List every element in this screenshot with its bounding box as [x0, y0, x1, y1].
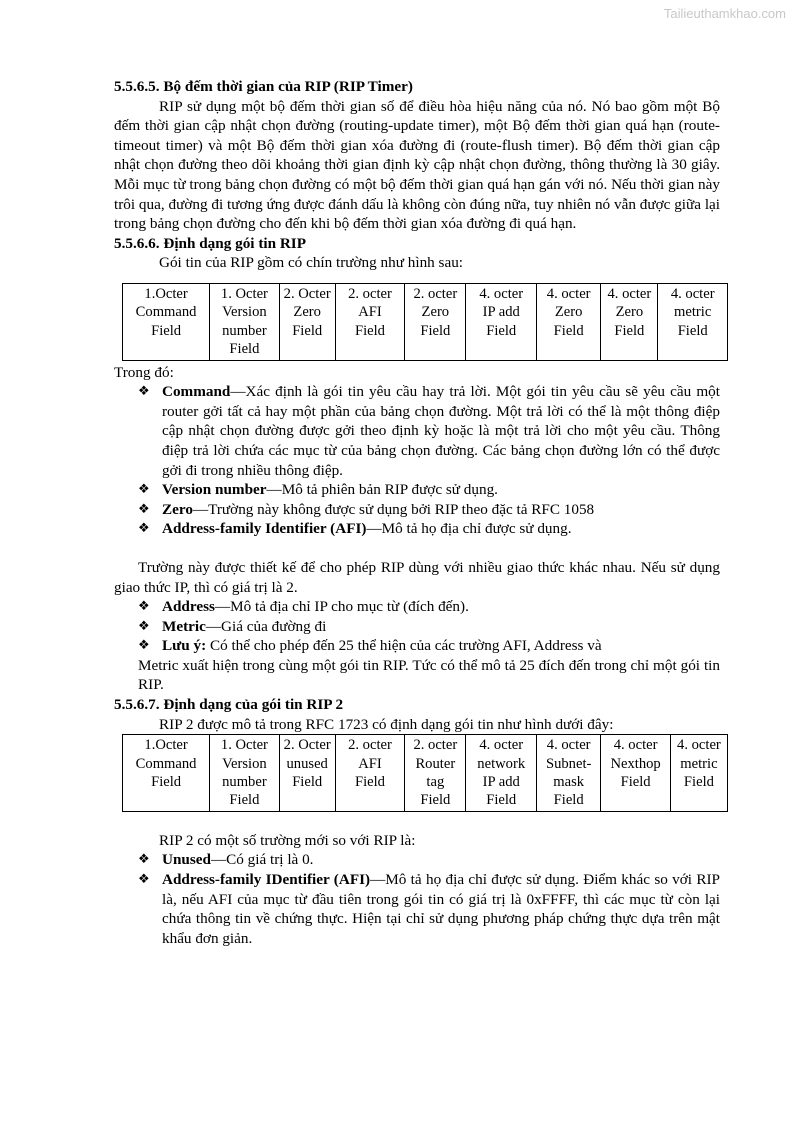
- rip2-field-cell: 2. octer Router tag Field: [405, 735, 466, 812]
- rip-packet-row: [123, 283, 728, 360]
- bullet-text: —Giá của đường đi: [205, 617, 327, 635]
- bullet-term: Address-family Identifier (AFI): [162, 520, 367, 538]
- watermark: Tailieuthamkhao.com: [663, 6, 786, 21]
- rip2-table-intro: RIP 2 được mô tả trong RFC 1723 có định dạng gói tin như hình dưới đây:: [159, 715, 614, 733]
- list-item: [114, 480, 720, 500]
- where-label: Trong đó:: [114, 363, 174, 381]
- rip-table-intro: Gói tin của RIP gồm có chín trường như hình sau:: [159, 254, 464, 272]
- diamond-bullet-icon: ❖: [138, 599, 150, 615]
- rip-field-cell: 1. Octer Version number Field: [210, 283, 280, 360]
- rip-field-list-2: [114, 597, 720, 656]
- list-item: [114, 870, 720, 948]
- diamond-bullet-icon: ❖: [138, 501, 150, 517]
- rip2-field-cell: 1.Octer Command Field: [123, 735, 210, 812]
- rip2-field-cell: 2. Octer unused Field: [279, 735, 335, 812]
- bullet-term: Unused: [162, 851, 211, 869]
- note-term: Lưu ý:: [162, 637, 207, 655]
- rip2-field-cell: 4. octer metric Field: [670, 735, 727, 812]
- list-item: [114, 382, 720, 480]
- rip2-field-list: [114, 850, 720, 948]
- list-item: [114, 636, 720, 656]
- list-item: [114, 850, 720, 870]
- diamond-bullet-icon: ❖: [138, 521, 150, 537]
- rip-field-cell: 4. octer Zero Field: [601, 283, 658, 360]
- heading-rip2-format: 5.5.6.7. Định dạng của gói tin RIP 2: [114, 696, 344, 714]
- rip-field-cell: 1.Octer Command Field: [123, 283, 210, 360]
- note-text: Có thể cho phép đến 25 thể hiện của các trường AFI, Address và: [209, 637, 602, 655]
- bullet-text: —Mô tả họ địa chỉ được sử dụng. Điểm khác so với RIP là, nếu AFI của mục từ đầu tiên trong gói tin có giá trị là 0xFFFF, thì các mục từ còn lại chứa thông tin về chứng thực. Hiện tại chỉ sử dụng phương pháp chứng thực dựa trên mật khẩu đơn giản.: [162, 871, 720, 947]
- paragraph-rip-timer: RIP sử dụng một bộ đếm thời gian số để điều hòa hiệu năng của nó. Nó bao gồm một Bộ đếm thời gian cập nhật chọn đường (routing-update timer), một Bộ đếm thời gian quá hạn (route-timeout timer) và một Bộ đếm thời gian xóa đường đi (route-flush timer). Bộ đếm thời gian cập nhật chọn đường theo dõi khoảng thời gian định kỳ cập nhật chọn đường, thông thường là 30 giây. Mỗi mục từ trong bảng chọn đường có một bộ đếm thời gian quá hạn gán với nó. Nếu thời gian này trôi qua, đường đi tương ứng được đánh dấu là không còn đúng nữa, tuy nhiên nó vẫn được giữa lại trong bảng chọn đường cho đến khi bộ đếm thời gian xóa đường đi quá hạn.: [114, 97, 720, 233]
- diamond-bullet-icon: ❖: [138, 872, 150, 888]
- rip-field-cell: 2. octer Zero Field: [405, 283, 466, 360]
- rip2-packet-table: [122, 734, 728, 812]
- rip2-field-cell: 4. octer Subnet- mask Field: [537, 735, 601, 812]
- rip-packet-table: [122, 283, 728, 361]
- rip2-field-cell: 4. octer network IP add Field: [466, 735, 537, 812]
- rip-field-cell: 2. octer AFI Field: [335, 283, 405, 360]
- rip2-packet-row: [123, 735, 728, 812]
- diamond-bullet-icon: ❖: [138, 852, 150, 868]
- diamond-bullet-icon: ❖: [138, 482, 150, 498]
- bullet-term: Command: [162, 383, 231, 401]
- bullet-text: —Mô tả phiên bản RIP được sử dụng.: [266, 481, 498, 499]
- bullet-text: —Có giá trị là 0.: [210, 851, 314, 869]
- diamond-bullet-icon: ❖: [138, 384, 150, 400]
- rip-field-list: [114, 382, 720, 539]
- heading-rip-timer: 5.5.6.5. Bộ đếm thời gian của RIP (RIP Timer): [114, 78, 413, 95]
- bullet-text: —Mô tả họ địa chỉ được sử dụng.: [366, 520, 572, 538]
- bullet-term: Address: [162, 598, 215, 616]
- bullet-term: Address-family IDentifier (AFI): [162, 871, 371, 889]
- bullet-term: Version number: [162, 481, 267, 499]
- bullet-text: —Trường này không được sử dụng bởi RIP theo đặc tả RFC 1058: [192, 500, 595, 518]
- rip2-field-cell: 1. Octer Version number Field: [210, 735, 280, 812]
- bullet-term: Metric: [162, 617, 206, 635]
- rip-field-cell: 4. octer Zero Field: [537, 283, 601, 360]
- diamond-bullet-icon: ❖: [138, 618, 150, 634]
- heading-rip-format: 5.5.6.6. Định dạng gói tin RIP: [114, 234, 306, 252]
- note-continuation: Metric xuất hiện trong cùng một gói tin RIP. Tức có thể mô tả 25 đích đến trong chỉ một gói tin RIP.: [138, 656, 720, 694]
- diamond-bullet-icon: ❖: [138, 638, 150, 654]
- bullet-term: Zero: [162, 500, 193, 518]
- bullet-text: —Mô tả địa chỉ IP cho mục từ (đích đến).: [214, 598, 469, 616]
- bullet-text: —Xác định là gói tin yêu cầu hay trả lời. Một gói tin yêu cầu sẽ yêu cầu một router gởi tất cả hay một phần của bảng chọn đường. Một trả lời có thể là một thông điệp cập nhật chọn đường được gởi theo định kỳ hoặc là một trả lời cho một yêu cầu. Thông điệp trả lời chứa các mục từ của bảng chọn đường. Các bảng chọn đường lớn có thể được gởi đi trong nhiều thông điệp.: [162, 383, 720, 479]
- rip2-new-fields: RIP 2 có một số trường mới so với RIP là:: [159, 831, 416, 849]
- rip2-field-cell: 4. octer Nexthop Field: [601, 735, 671, 812]
- document-page: [114, 77, 720, 948]
- list-item: [114, 617, 720, 637]
- list-item: [114, 597, 720, 617]
- rip-field-cell: 4. octer IP add Field: [466, 283, 537, 360]
- afi-note: Trường này được thiết kế để cho phép RIP dùng với nhiều giao thức khác nhau. Nếu sử dụng giao thức IP, thì có giá trị là 2.: [114, 558, 720, 596]
- rip-field-cell: 4. octer metric Field: [658, 283, 728, 360]
- rip-field-cell: 2. Octer Zero Field: [279, 283, 335, 360]
- list-item: [114, 519, 720, 539]
- list-item: [114, 500, 720, 520]
- rip2-field-cell: 2. octer AFI Field: [335, 735, 405, 812]
